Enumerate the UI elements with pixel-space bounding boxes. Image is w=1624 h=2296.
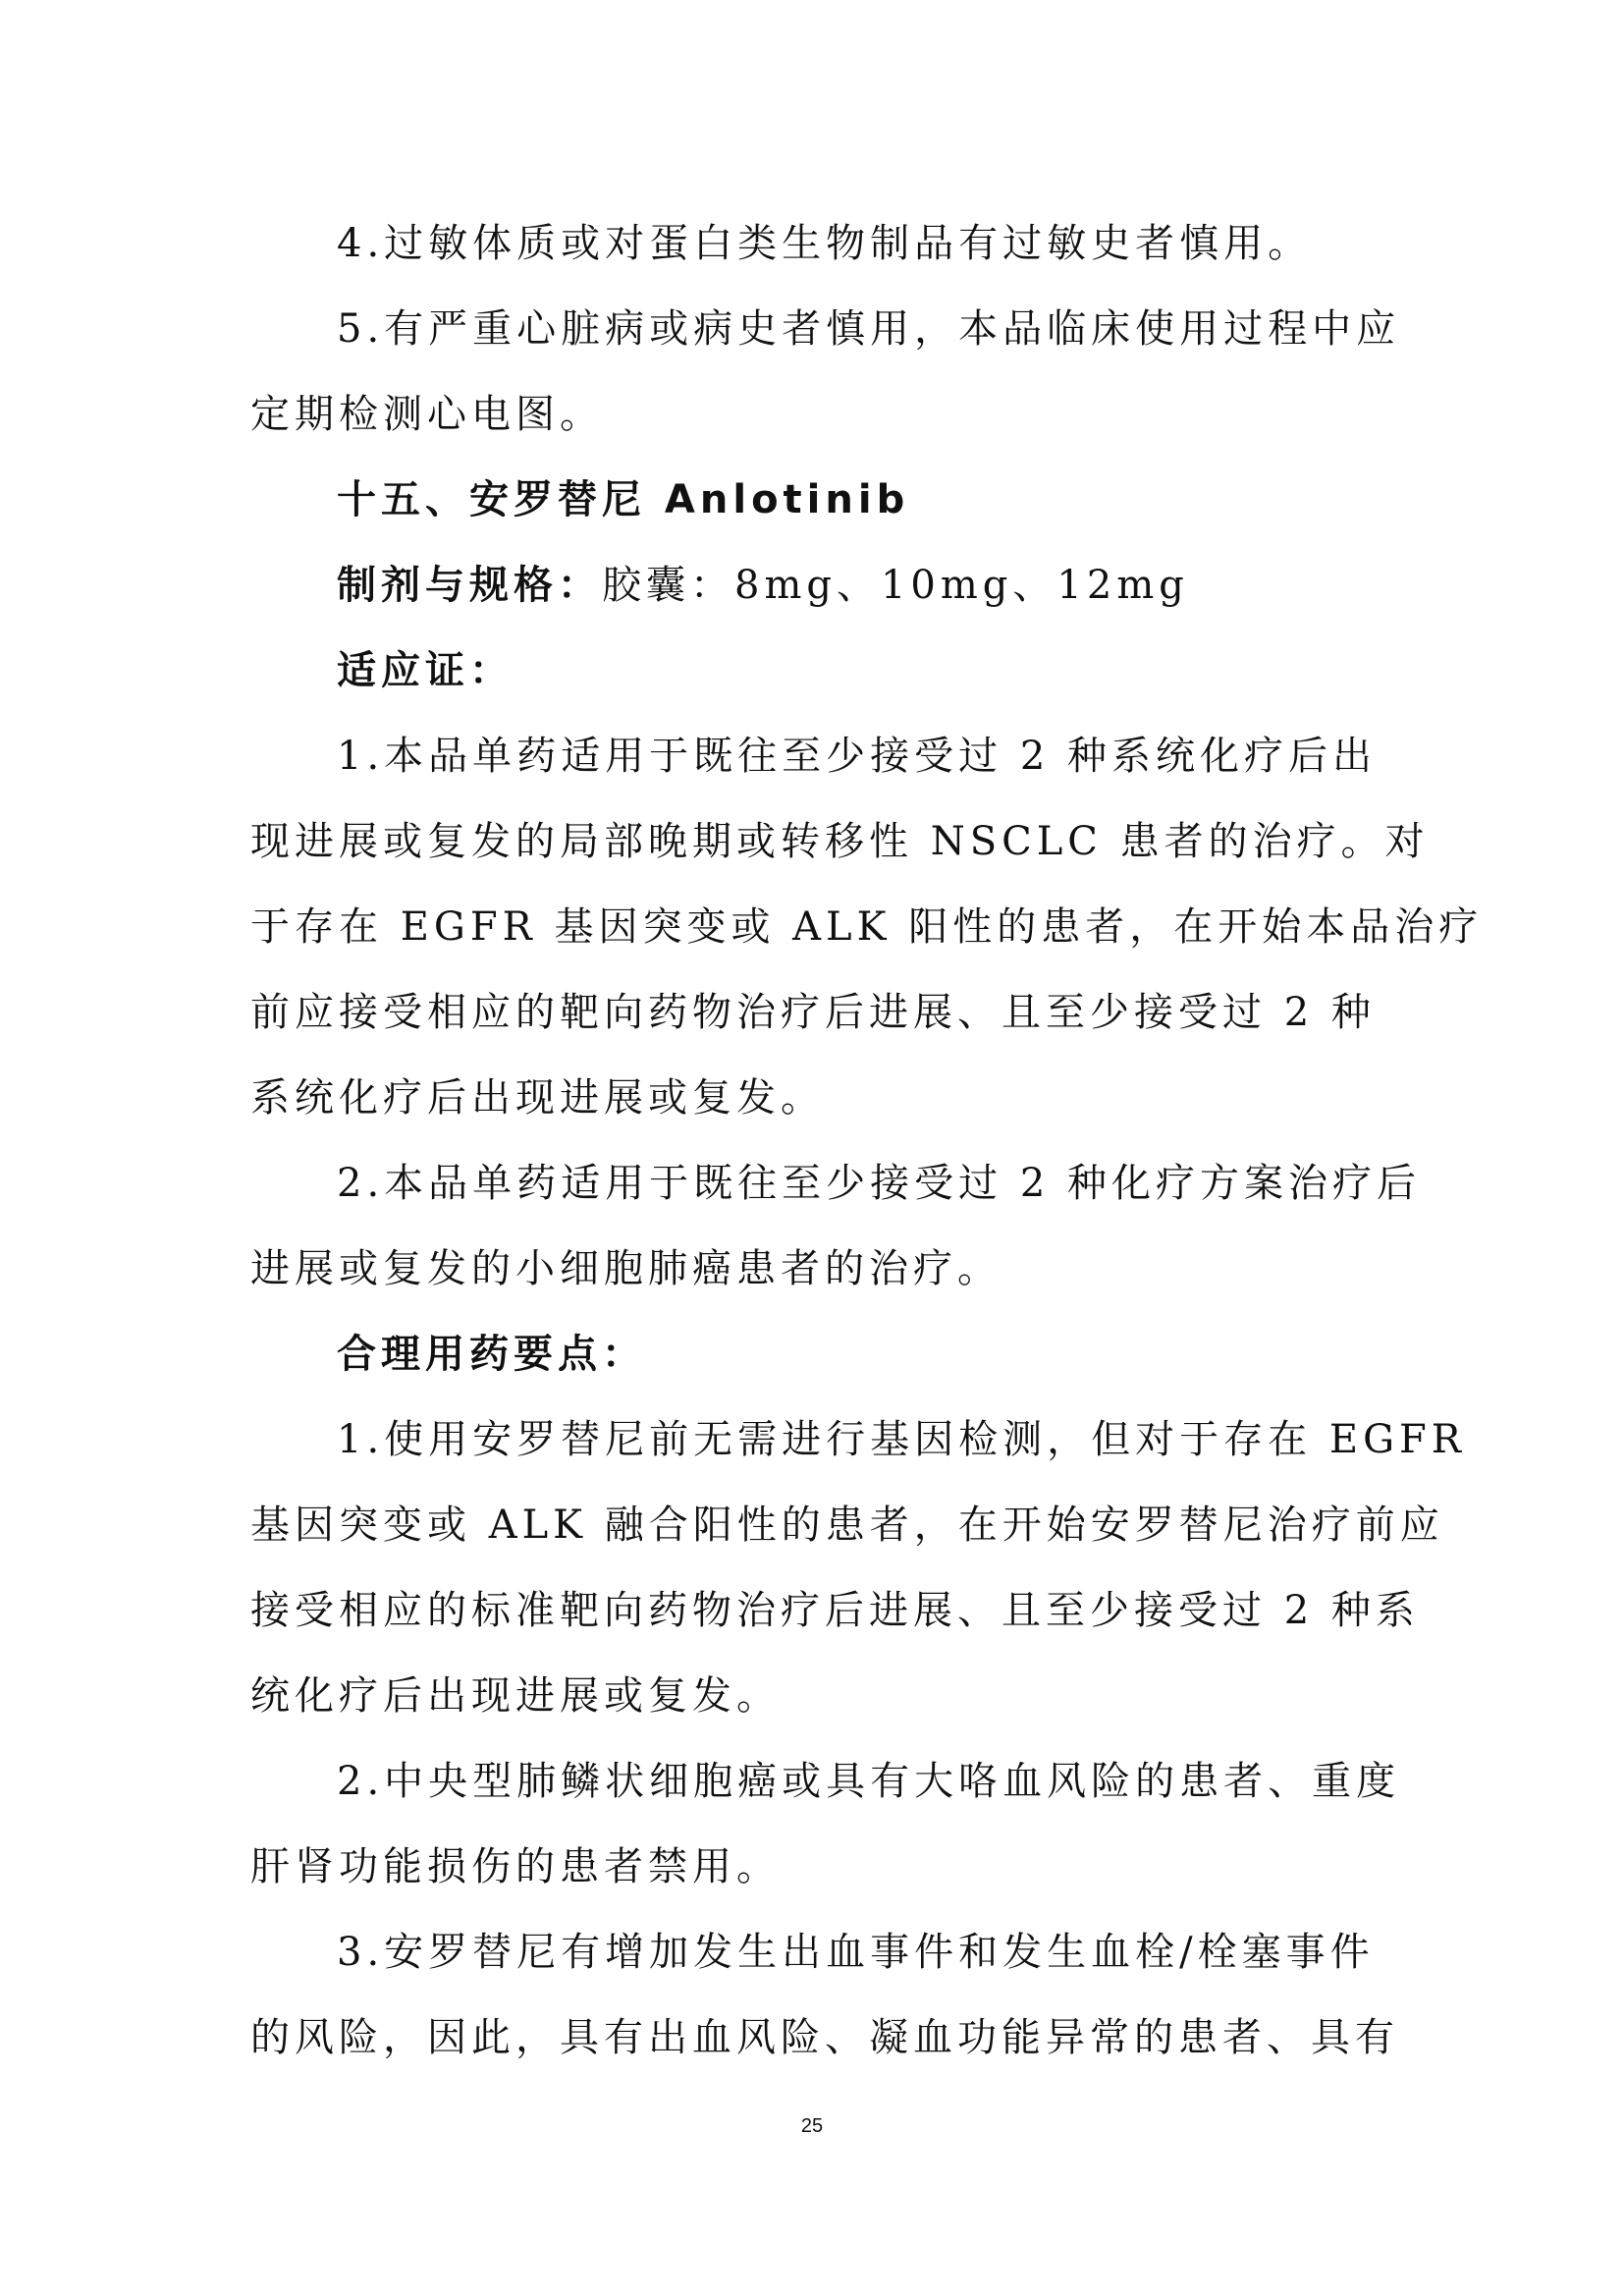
formulation-label: 制剂与规格： <box>337 563 602 608</box>
text-line-14: 进展或复发的小细胞肺癌患者的治疗。 <box>250 1246 1001 1291</box>
text-line-2: 5.有严重心脏病或病史者慎用，本品临床使用过程中应 <box>337 306 1401 352</box>
text-line-22: 3.安罗替尼有增加发生出血事件和发生血栓/栓塞事件 <box>337 1930 1375 1975</box>
text-line-1: 4.过敏体质或对蛋白类生物制品有过敏史者慎用。 <box>337 221 1313 266</box>
text-line-16: 1.使用安罗替尼前无需进行基因检测，但对于存在 EGFR <box>337 1417 1466 1462</box>
text-line-3: 定期检测心电图。 <box>250 392 604 437</box>
text-line-12: 系统化疗后出现进展或复发。 <box>250 1075 825 1121</box>
formulation-value: 胶囊：8mg、10mg、12mg <box>602 563 1189 608</box>
formulation-line <box>337 558 1476 613</box>
text-line-20: 2.中央型肺鳞状细胞癌或具有大咯血风险的患者、重度 <box>337 1759 1401 1804</box>
text-line-9: 现进展或复发的局部晚期或转移性 NSCLC 患者的治疗。对 <box>250 819 1430 864</box>
text-line-8: 1.本品单药适用于既往至少接受过 2 种系统化疗后出 <box>337 734 1378 779</box>
indications-heading: 适应证： <box>337 648 514 693</box>
text-line-19: 统化疗后出现进展或复发。 <box>250 1673 781 1719</box>
page-number: 25 <box>800 2115 824 2137</box>
rational-use-heading: 合理用药要点： <box>337 1332 646 1377</box>
text-line-11: 前应接受相应的靶向药物治疗后进展、且至少接受过 2 种 <box>250 990 1376 1035</box>
drug-heading: 十五、安罗替尼 Anlotinib <box>337 477 910 522</box>
text-line-10: 于存在 EGFR 基因突变或 ALK 阳性的患者，在开始本品治疗 <box>250 904 1484 950</box>
text-line-13: 2.本品单药适用于既往至少接受过 2 种化疗方案治疗后 <box>337 1161 1422 1206</box>
text-line-21: 肝肾功能损伤的患者禁用。 <box>250 1844 781 1889</box>
text-line-23: 的风险，因此，具有出血风险、凝血功能异常的患者、具有 <box>250 2015 1399 2060</box>
text-line-18: 接受相应的标准靶向药物治疗后进展、且至少接受过 2 种系 <box>250 1588 1420 1633</box>
text-line-17: 基因突变或 ALK 融合阳性的患者，在开始安罗替尼治疗前应 <box>250 1503 1444 1548</box>
